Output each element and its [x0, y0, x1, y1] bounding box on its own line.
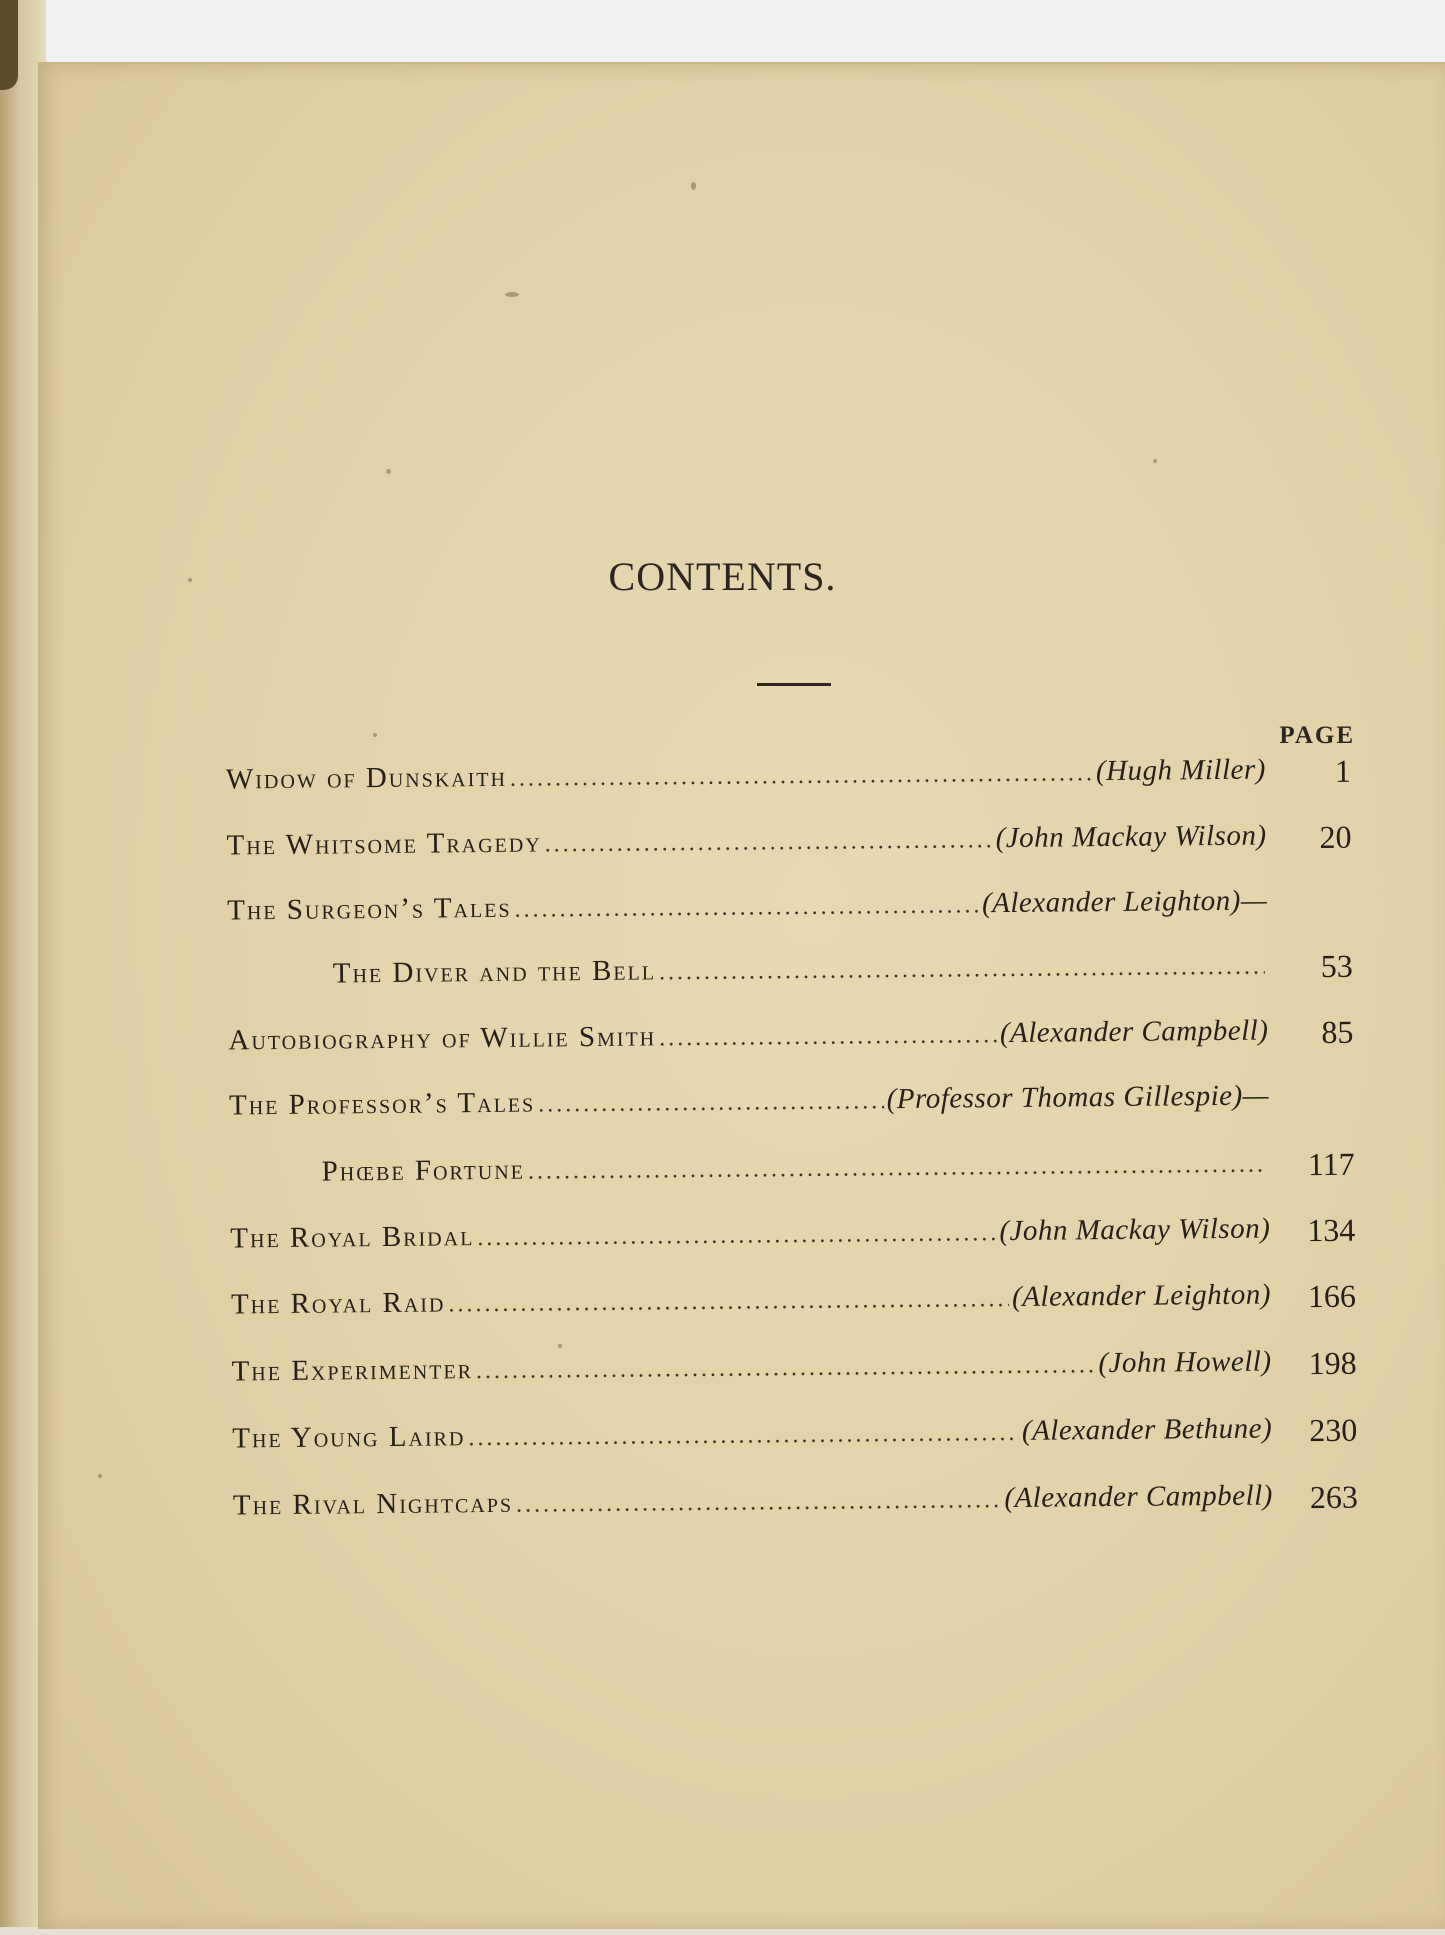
entry-page: 85	[1321, 1013, 1354, 1050]
entry-page: 134	[1307, 1211, 1356, 1249]
dot-leader	[477, 1220, 996, 1252]
entry-title: Phœbe Fortune	[321, 1153, 526, 1188]
entry-author: (Professor Thomas Gillespie)—	[886, 1079, 1270, 1116]
entry-author: (Alexander Campbell)	[1004, 1479, 1274, 1515]
entry-page: 263	[1309, 1478, 1359, 1516]
contents-entry	[232, 1411, 1358, 1466]
entry-title: The Whitsome Tragedy	[226, 826, 542, 862]
contents-heading: CONTENTS.	[608, 554, 837, 599]
entry-title: The Surgeon’s Tales	[227, 891, 512, 927]
entry-title: The Diver and the Bell	[332, 954, 657, 990]
entry-author: (Alexander Leighton)—	[981, 884, 1268, 920]
contents-entry	[228, 1013, 1354, 1068]
entry-author: (Alexander Bethune)	[1021, 1412, 1273, 1447]
entry-title: The Royal Bridal	[230, 1220, 475, 1255]
contents-entry	[232, 1478, 1359, 1533]
dot-leader	[545, 827, 993, 858]
dot-leader	[538, 1088, 884, 1118]
entry-author: (John Mackay Wilson)	[999, 1212, 1271, 1248]
dot-leader	[528, 1152, 1267, 1186]
dot-leader	[516, 1487, 1002, 1519]
entry-page: 117	[1307, 1145, 1355, 1183]
contents-entry	[226, 818, 1352, 874]
entry-title: The Rival Nightcaps	[232, 1486, 514, 1522]
entry-page	[1274, 1079, 1354, 1080]
contents-entry	[231, 1344, 1357, 1399]
page-column-label: PAGE	[1279, 722, 1355, 749]
contents-entry	[225, 752, 1352, 808]
entry-author: (Alexander Leighton)	[1011, 1278, 1272, 1313]
entry-title: The Royal Raid	[230, 1286, 446, 1321]
entry-page: 1	[1334, 752, 1352, 789]
contents-entry	[230, 1277, 1357, 1332]
contents-entry	[229, 1079, 1269, 1133]
dot-leader	[448, 1286, 1009, 1318]
entry-author: (Hugh Miller)	[1095, 753, 1267, 788]
dot-leader	[476, 1352, 1096, 1385]
entry-author: (Alexander Campbell)	[999, 1014, 1269, 1050]
dot-leader	[514, 892, 979, 923]
entry-page: 166	[1307, 1277, 1357, 1315]
entry-title: The Experimenter	[231, 1353, 474, 1388]
contents-entry	[230, 1211, 1356, 1266]
entry-page: 230	[1309, 1411, 1358, 1449]
entry-title: Autobiography of Willie Smith	[228, 1020, 657, 1057]
entry-author: (John Mackay Wilson)	[995, 819, 1267, 855]
entry-page	[1272, 884, 1352, 885]
entry-author: (John Howell)	[1098, 1345, 1272, 1380]
entry-title: The Young Laird	[232, 1420, 466, 1455]
entry-page: 20	[1319, 818, 1352, 855]
dot-leader	[510, 760, 1093, 793]
entry-page: 53	[1320, 947, 1353, 984]
entry-page: 198	[1308, 1344, 1357, 1382]
entry-title: The Professor’s Tales	[228, 1086, 536, 1122]
contents-entry	[227, 885, 1267, 939]
dot-leader	[468, 1420, 1019, 1452]
dot-leader	[659, 954, 1265, 987]
contents-subentry	[321, 1145, 1355, 1199]
entry-title: Widow of Dunskaith	[225, 760, 508, 796]
contents-subentry	[332, 947, 1353, 1001]
dot-leader	[659, 1022, 997, 1052]
